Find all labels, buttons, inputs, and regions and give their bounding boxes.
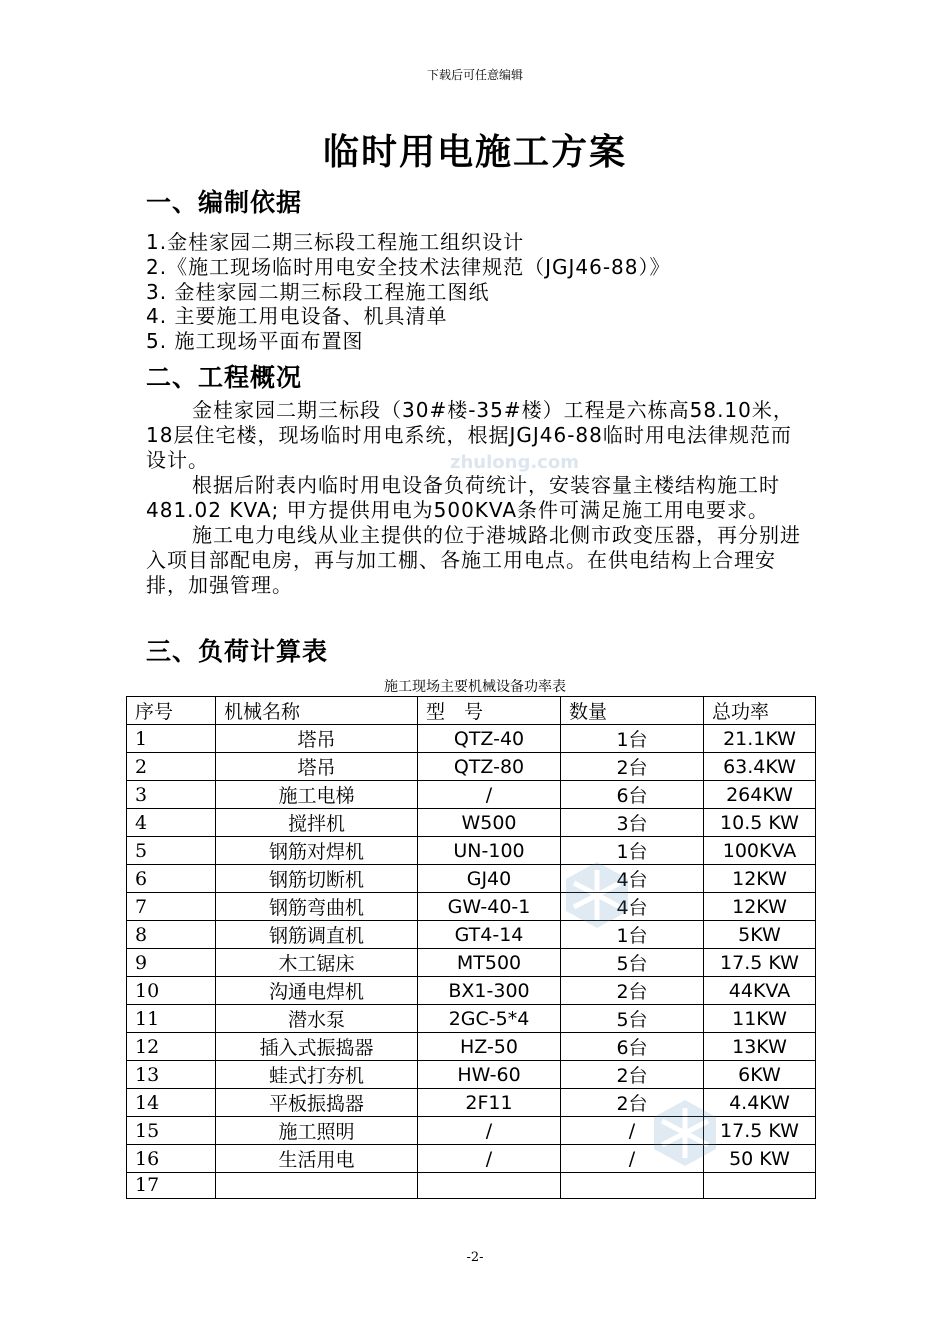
cell-model: / [418,1117,561,1145]
column-header-machine: 机械名称 [216,697,418,725]
cell-index: 10 [127,977,216,1005]
cell-index: 15 [127,1117,216,1145]
cell-power: 21.1KW [704,725,816,753]
table-row [127,893,816,921]
cell-machine: 塔吊 [216,753,418,781]
cell-quantity [561,1173,704,1199]
cell-index: 17 [127,1173,216,1199]
cell-power: 50 KW [704,1145,816,1173]
cell-model: QTZ-40 [418,725,561,753]
cell-machine: 沟通电焊机 [216,977,418,1005]
basis-item-3: 3. 金桂家园二期三标段工程施工图纸 [146,280,490,304]
cell-machine [216,1173,418,1199]
table-caption: 施工现场主要机械设备功率表 [384,679,566,695]
cell-quantity: 5台 [561,949,704,977]
section-heading-basis: 一、编制依据 [146,188,303,217]
table-row [127,921,816,949]
section-heading-overview: 二、工程概况 [146,363,303,392]
cell-index: 11 [127,1005,216,1033]
table-row [127,753,816,781]
cell-model: GJ40 [418,865,561,893]
cell-power: 44KVA [704,977,816,1005]
cell-machine: 施工照明 [216,1117,418,1145]
cell-machine: 搅拌机 [216,809,418,837]
cell-power: 13KW [704,1033,816,1061]
table-row [127,977,816,1005]
cell-model: W500 [418,809,561,837]
table-row [127,1033,816,1061]
cell-machine: 蛙式打夯机 [216,1061,418,1089]
cell-model: HW-60 [418,1061,561,1089]
section-heading-load-table: 三、负荷计算表 [146,637,329,666]
cell-machine: 插入式振捣器 [216,1033,418,1061]
cell-quantity: 1台 [561,921,704,949]
cell-quantity: 1台 [561,837,704,865]
cell-machine: 钢筋弯曲机 [216,893,418,921]
cell-quantity: 2台 [561,1089,704,1117]
cell-power: 17.5 KW [704,1117,816,1145]
cell-quantity: 5台 [561,1005,704,1033]
table-header-row [127,697,816,725]
cell-index: 7 [127,893,216,921]
cell-quantity: / [561,1117,704,1145]
cell-power: 12KW [704,865,816,893]
cell-model: / [418,781,561,809]
cell-quantity: 6台 [561,1033,704,1061]
cell-index: 8 [127,921,216,949]
cell-model [418,1173,561,1199]
cell-model: GW-40-1 [418,893,561,921]
cell-machine: 钢筋对焊机 [216,837,418,865]
cell-index: 4 [127,809,216,837]
cell-machine: 塔吊 [216,725,418,753]
cell-power: 5KW [704,921,816,949]
column-header-power: 总功率 [704,697,816,725]
cell-quantity: 4台 [561,893,704,921]
page-title: 临时用电施工方案 [322,132,627,173]
cell-machine: 木工锯床 [216,949,418,977]
cell-machine: 施工电梯 [216,781,418,809]
cell-index: 13 [127,1061,216,1089]
cell-model: MT500 [418,949,561,977]
cell-quantity: 2台 [561,753,704,781]
overview-text [146,398,806,598]
cell-index: 9 [127,949,216,977]
cell-quantity: 3台 [561,809,704,837]
table-row [127,949,816,977]
cell-index: 3 [127,781,216,809]
cell-power [704,1173,816,1199]
cell-model: / [418,1145,561,1173]
overview-paragraph-2: 根据后附表内临时用电设备负荷统计，安装容量主楼结构施工时481.02 KVA; 甲方提供用电为500KVA条件可满足施工用电要求。 [146,473,780,522]
basis-item-4: 4. 主要施工用电设备、机具清单 [146,304,448,328]
table-row [127,781,816,809]
cell-power: 63.4KW [704,753,816,781]
page-number: -2- [466,1250,484,1265]
watermark-text: zhulong.com [450,452,579,473]
cell-quantity: 6台 [561,781,704,809]
cell-index: 1 [127,725,216,753]
cell-machine: 潜水泵 [216,1005,418,1033]
cell-power: 4.4KW [704,1089,816,1117]
watermark-logo-icon-2 [650,1098,720,1168]
overview-paragraph-3: 施工电力电线从业主提供的位于港城路北侧市政变压器，再分别进入项目部配电房，再与加工棚、各施工用电点。在供电结构上合理安排，加强管理。 [146,523,801,597]
cell-power: 264KW [704,781,816,809]
table-row [127,837,816,865]
cell-quantity: 2台 [561,977,704,1005]
basis-item-5: 5. 施工现场平面布置图 [146,329,364,353]
table-row [127,725,816,753]
column-header-model: 型 号 [418,697,561,725]
cell-model: GT4-14 [418,921,561,949]
cell-model: 2F11 [418,1089,561,1117]
basis-item-2: 2.《施工现场临时用电安全技术法律规范（JGJ46-88）》 [146,255,671,279]
cell-index: 6 [127,865,216,893]
header-note: 下载后可任意编辑 [426,68,523,82]
cell-power: 11KW [704,1005,816,1033]
cell-machine: 钢筋切断机 [216,865,418,893]
cell-machine: 生活用电 [216,1145,418,1173]
table-row [127,1061,816,1089]
cell-power: 10.5 KW [704,809,816,837]
cell-index: 5 [127,837,216,865]
cell-quantity: 4台 [561,865,704,893]
basis-item-1: 1.金桂家园二期三标段工程施工组织设计 [146,230,525,254]
column-header-index: 序号 [127,697,216,725]
cell-power: 6KW [704,1061,816,1089]
cell-index: 12 [127,1033,216,1061]
cell-power: 100KVA [704,837,816,865]
overview-paragraph-1: 金桂家园二期三标段（30#楼-35#楼）工程是六栋高58.10米，18层住宅楼，现场临时用电系统，根据JGJ46-88临时用电法律规范而设计。 [146,398,794,472]
cell-machine: 钢筋调直机 [216,921,418,949]
cell-model: UN-100 [418,837,561,865]
cell-model: BX1-300 [418,977,561,1005]
cell-model: QTZ-80 [418,753,561,781]
cell-model: HZ-50 [418,1033,561,1061]
cell-index: 2 [127,753,216,781]
table-row [127,1005,816,1033]
cell-power: 12KW [704,893,816,921]
cell-quantity: 1台 [561,725,704,753]
table-row [127,809,816,837]
table-row [127,1173,816,1199]
cell-model: 2GC-5*4 [418,1005,561,1033]
cell-index: 14 [127,1089,216,1117]
table-row [127,865,816,893]
cell-quantity: / [561,1145,704,1173]
cell-power: 17.5 KW [704,949,816,977]
cell-quantity: 2台 [561,1061,704,1089]
column-header-quantity: 数量 [561,697,704,725]
cell-machine: 平板振捣器 [216,1089,418,1117]
cell-index: 16 [127,1145,216,1173]
watermark-logo-icon [562,860,632,930]
